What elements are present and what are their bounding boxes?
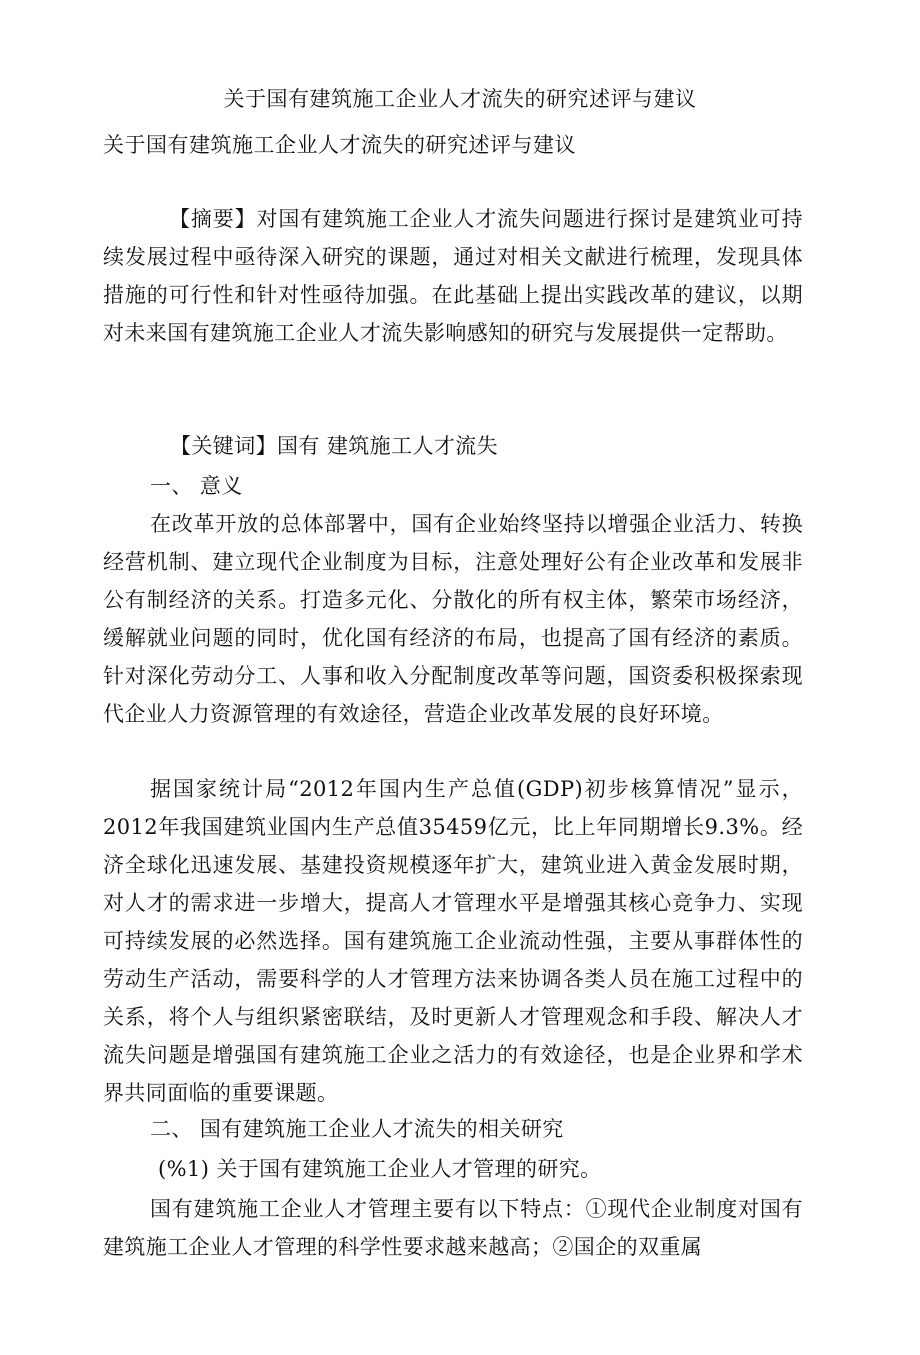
section-heading-1: 一、 意义 bbox=[150, 474, 243, 498]
keywords-line: 【关键词】国有 建筑施工人才流失 bbox=[170, 434, 499, 458]
subsection-heading-1: (%1) 关于国有建筑施工企业人才管理的研究。 bbox=[158, 1157, 602, 1181]
document-subtitle: 关于国有建筑施工企业人才流失的研究述评与建议 bbox=[103, 133, 576, 157]
section-heading-2: 二、 国有建筑施工企业人才流失的相关研究 bbox=[150, 1117, 564, 1141]
section1-paragraph-2: 据国家统计局“2012年国内生产总值(GDP)初步核算情况”显示，2012年我国建筑业国内生产总值35459亿元，比上年同期增长9.3%。经济全球化迅速发展、基建投资规模逐年扩大，建筑业进入黄金发展时期，对人才的需求进一步增大，提高人才管理水平是增强其核心竞争力、实现可持续发展的必然选择。国有建筑施工企业流动性强，主要从事群体性的劳动生产活动，需要科学的人才管理方法来协调各类人员在施工过程中的关系，将个人与组织紧密联结，及时更新人才管理观念和手段、解决人才流失问题是增强国有建筑施工企业之活力的有效途径，也是企业界和学术界共同面临的重要课题。 bbox=[103, 777, 803, 1105]
abstract-paragraph: 【摘要】对国有建筑施工企业人才流失问题进行探讨是建筑业可持续发展过程中亟待深入研究的课题，通过对相关文献进行梳理，发现具体措施的可行性和针对性亟待加强。在此基础上提出实践改革的建议，以期对未来国有建筑施工企业人才流失影响感知的研究与发展提供一定帮助。 bbox=[103, 207, 803, 345]
section2-paragraph-1: 国有建筑施工企业人才管理主要有以下特点：①现代企业制度对国有建筑施工企业人才管理的科学性要求越来越高；②国企的双重属 bbox=[103, 1197, 803, 1259]
section1-paragraph-1: 在改革开放的总体部署中，国有企业始终坚持以增强企业活力、转换经营机制、建立现代企业制度为目标，注意处理好公有企业改革和发展非公有制经济的关系。打造多元化、分散化的所有权主体，繁荣市场经济，缓解就业问题的同时，优化国有经济的布局，也提高了国有经济的素质。针对深化劳动分工、人事和收入分配制度改革等问题，国资委积极探索现代企业人力资源管理的有效途径，营造企业改革发展的良好环境。 bbox=[103, 512, 803, 726]
document-title: 关于国有建筑施工企业人才流失的研究述评与建议 bbox=[223, 87, 697, 111]
